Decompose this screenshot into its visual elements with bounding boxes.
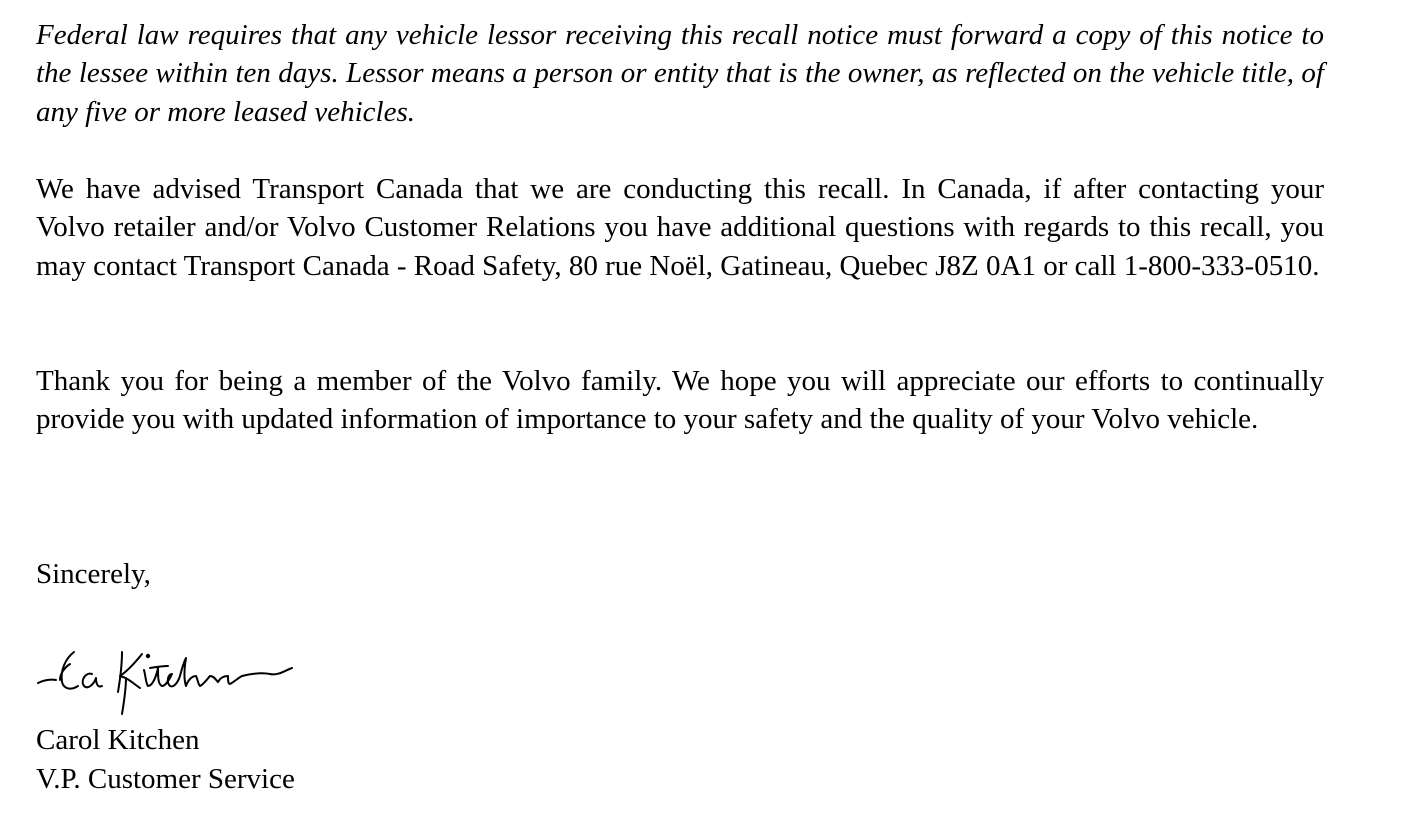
closing-salutation: Sincerely, <box>36 558 151 590</box>
signer-name: Carol Kitchen <box>36 724 200 756</box>
signer-title: V.P. Customer Service <box>36 762 295 795</box>
transport-canada-paragraph: We have advised Transport Canada that we are conducting this recall. In Canada, if after contacting your Volvo retailer and/or Volvo Customer Relations you have additional questions with regards to this recall, you may contact Transport Canada - Road Safety, 80 rue Noël, Gatineau, Quebec J8Z 0A1 or call 1-800-333-0510. <box>36 173 1324 282</box>
handwritten-signature <box>30 622 320 722</box>
signer-block <box>36 721 295 798</box>
thank-you-paragraph: Thank you for being a member of the Volvo family. We hope you will appreciate our efforts to continually provide you with updated information of importance to your safety and the quality of your Volvo vehicle. <box>36 365 1324 436</box>
lessor-notice-paragraph: Federal law requires that any vehicle lessor receiving this recall notice must forward a copy of this notice to the lessee within ten days. Lessor means a person or entity that is the owner, as reflected on the vehicle title, of any five or more leased vehicles. <box>36 19 1324 128</box>
